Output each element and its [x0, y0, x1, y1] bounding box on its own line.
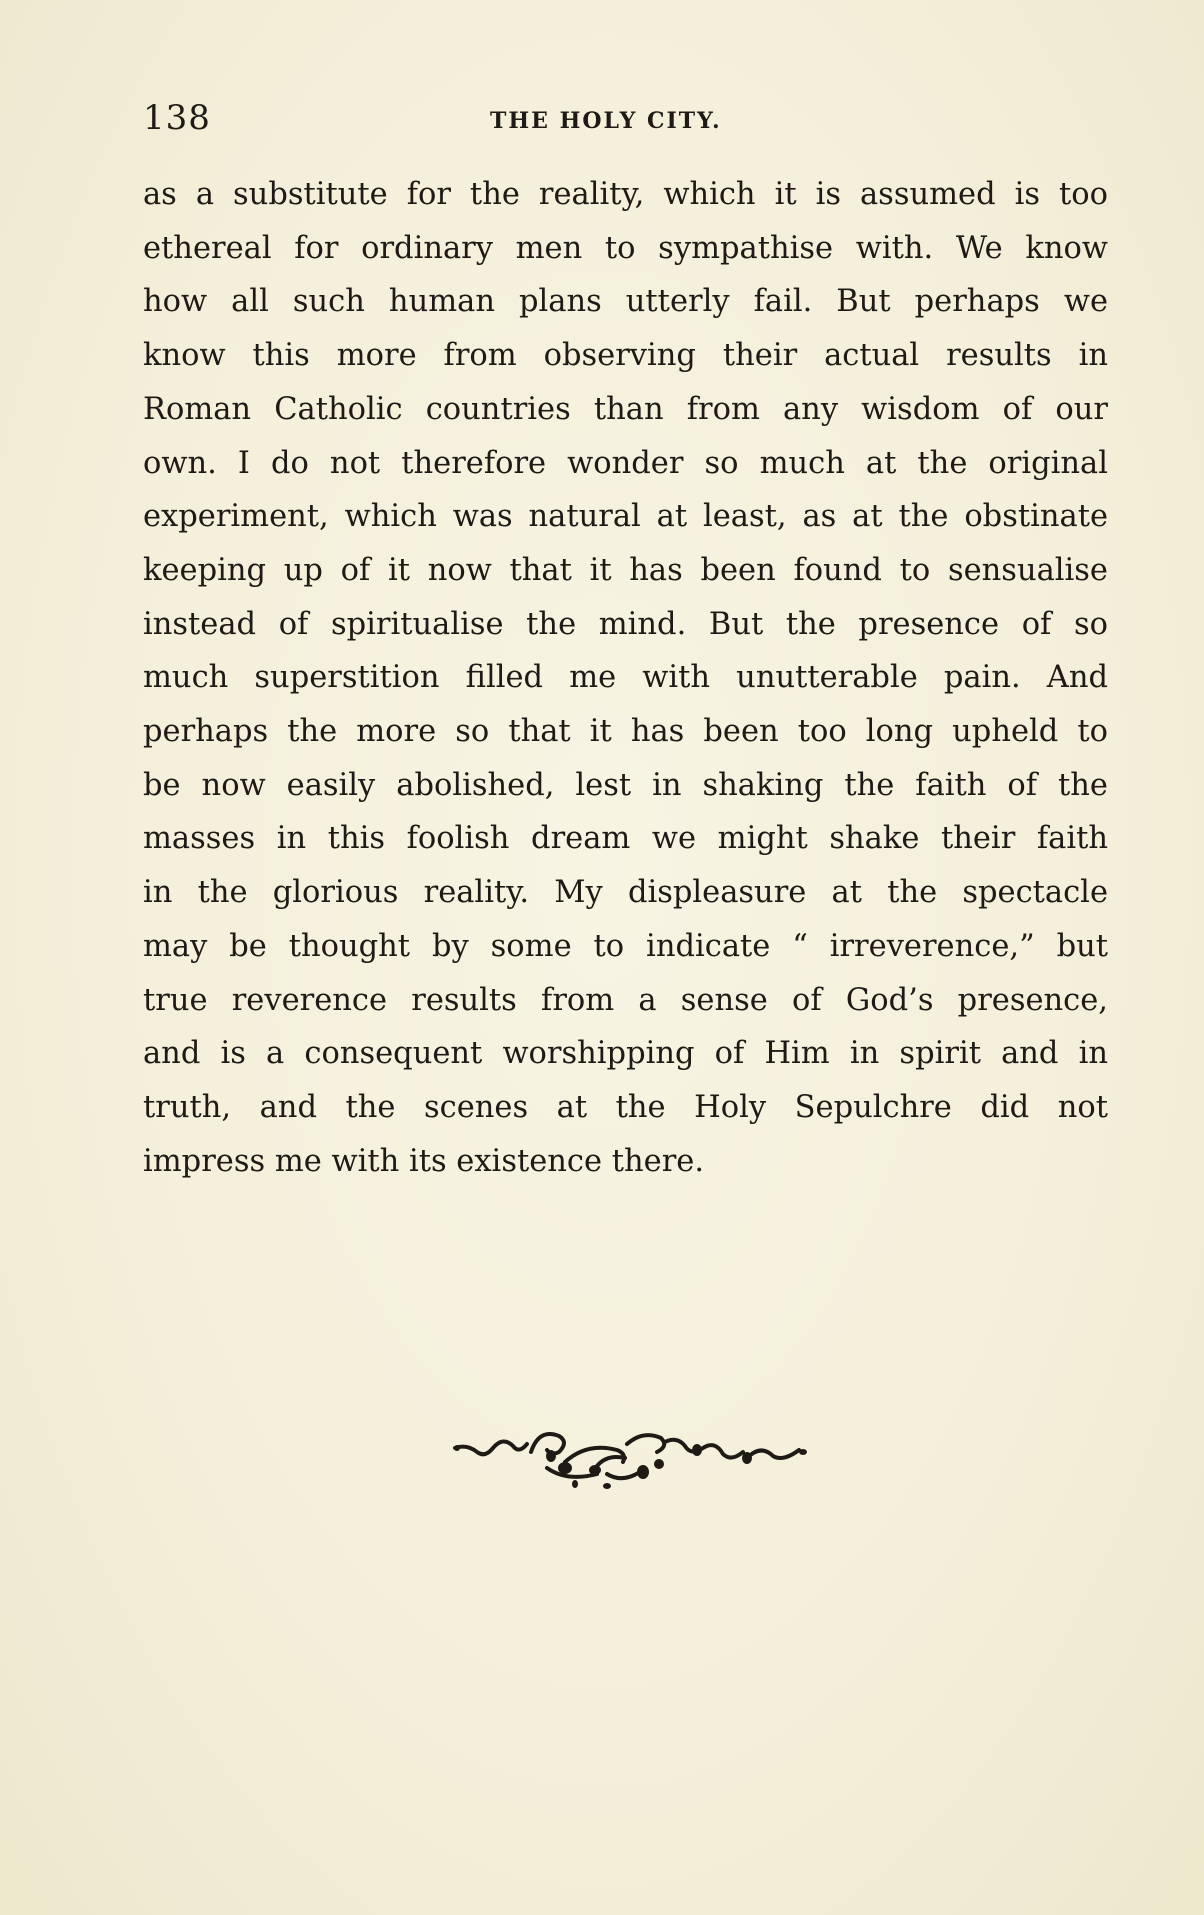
text-line: may be thought by some to indicate “ irreverence,” but	[143, 928, 1108, 964]
text-line: much superstition filled me with unutterable pain. And	[143, 660, 1108, 696]
text-line: instead of spiritualise the mind. But the presence of so	[143, 606, 1108, 642]
decorative-tailpiece-icon	[447, 1422, 813, 1496]
text-line: how all such human plans utterly fail. But perhaps we	[143, 284, 1108, 320]
text-line: masses in this foolish dream we might shake their faith	[143, 821, 1108, 857]
text-line: in the glorious reality. My displeasure at the spectacle	[143, 875, 1108, 911]
body-paragraph	[143, 168, 1108, 1188]
text-line: keeping up of it now that it has been found to sensualise	[143, 552, 1108, 588]
text-line: ethereal for ordinary men to sympathise with. We know	[143, 230, 1108, 266]
text-line: know this more from observing their actual results in	[143, 338, 1108, 374]
text-line: truth, and the scenes at the Holy Sepulchre did not	[143, 1089, 1108, 1125]
page-header	[143, 98, 1103, 148]
text-line: impress me with its existence there.	[143, 1143, 705, 1179]
text-line: own. I do not therefore wonder so much at the original	[143, 445, 1108, 481]
text-line: be now easily abolished, lest in shaking the faith of the	[143, 767, 1108, 803]
text-line: Roman Catholic countries than from any wisdom of our	[143, 391, 1108, 427]
text-line: true reverence results from a sense of God’s presence,	[143, 982, 1108, 1018]
text-line: perhaps the more so that it has been too long upheld to	[143, 714, 1108, 750]
text-line: as a substitute for the reality, which it is assumed is too	[143, 177, 1108, 212]
text-line: and is a consequent worshipping of Him in spirit and in	[143, 1036, 1108, 1072]
text-line: experiment, which was natural at least, as at the obstinate	[143, 499, 1108, 535]
running-title: THE HOLY CITY.	[490, 108, 722, 134]
page-number: 138	[143, 98, 211, 138]
